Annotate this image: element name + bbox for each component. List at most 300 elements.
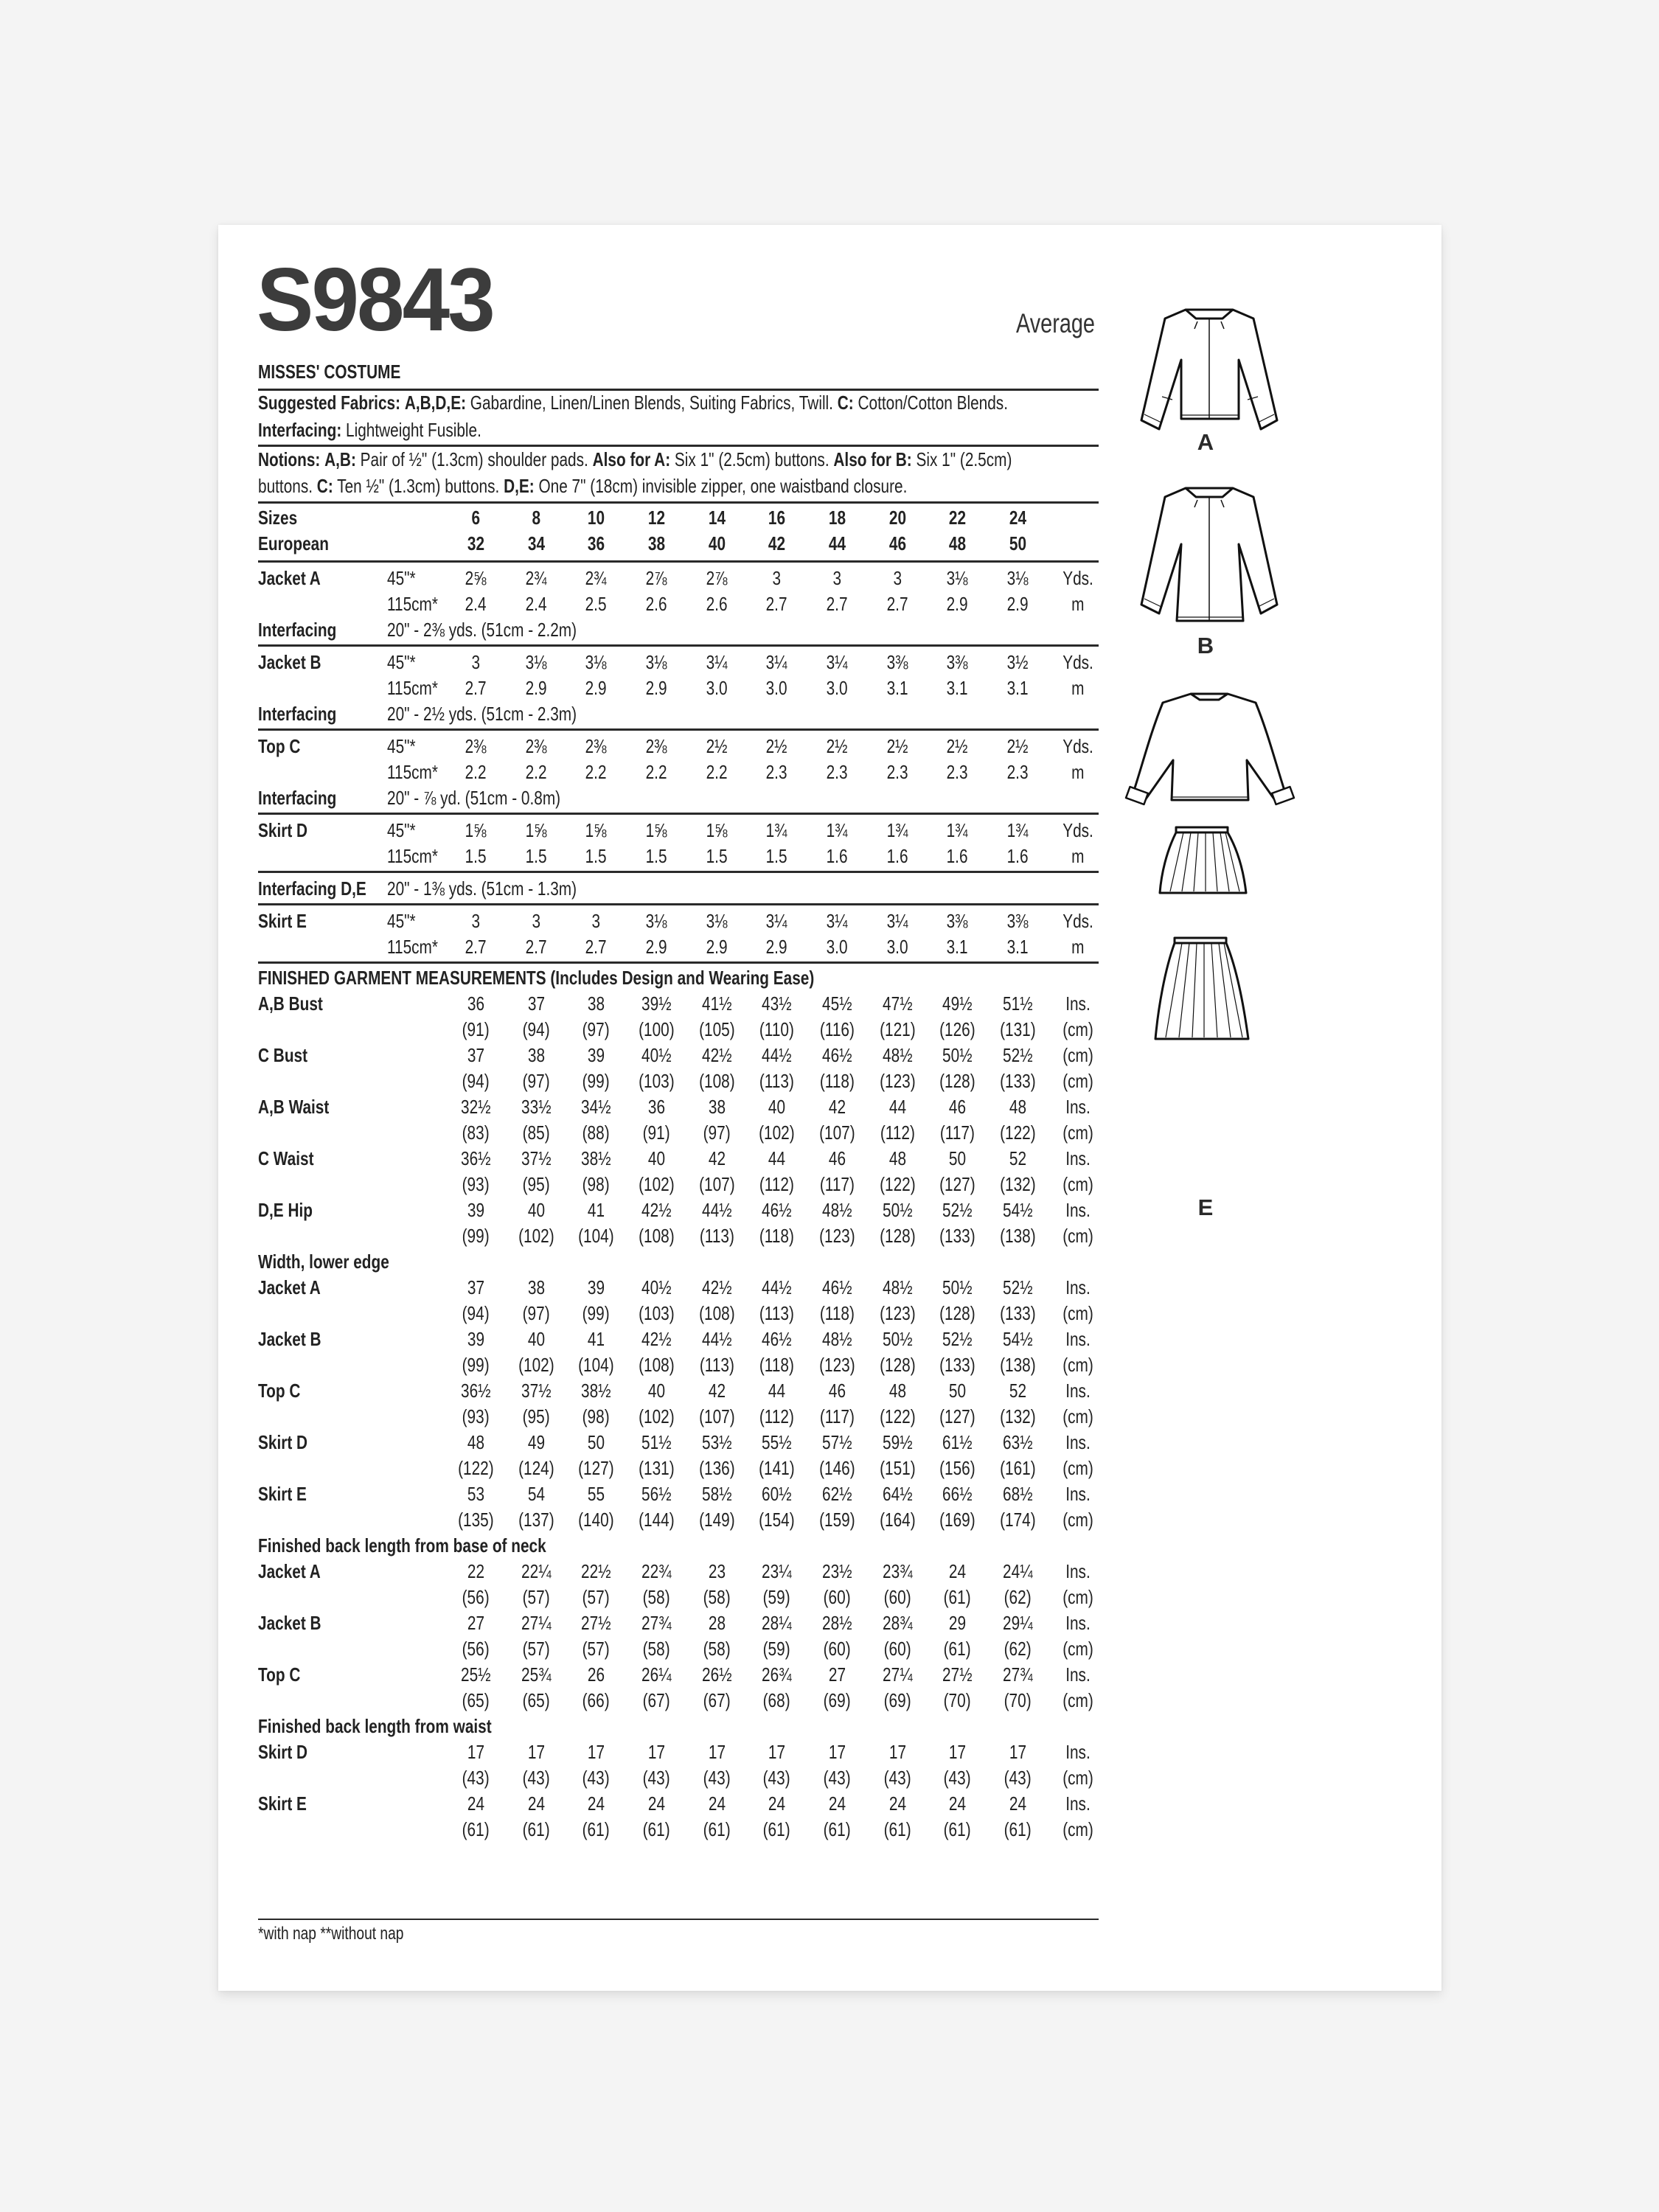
value-cell bbox=[928, 1018, 987, 1041]
value-text: (127) bbox=[939, 1173, 975, 1195]
yardage-row bbox=[258, 845, 1099, 870]
value-text: 59½ bbox=[882, 1431, 913, 1453]
value-cell bbox=[507, 1818, 566, 1841]
value-text: 48 bbox=[888, 1380, 906, 1402]
value-text: (95) bbox=[522, 1405, 550, 1427]
value-cell bbox=[928, 1096, 987, 1119]
value-cell bbox=[687, 1199, 746, 1222]
fabric-width: 45"* bbox=[387, 567, 416, 589]
fabric-width: 45"* bbox=[387, 819, 416, 841]
value-cell bbox=[747, 992, 806, 1015]
value-text: (127) bbox=[577, 1457, 614, 1479]
value-cell bbox=[868, 992, 927, 1015]
value-cell bbox=[687, 1096, 746, 1119]
value-text: (99) bbox=[462, 1225, 490, 1247]
value-cell bbox=[566, 910, 625, 933]
value-cell bbox=[928, 1070, 987, 1093]
value-text: (99) bbox=[582, 1070, 610, 1092]
value-cell bbox=[507, 677, 566, 700]
value-text: 22¾ bbox=[641, 1560, 672, 1582]
value-cell bbox=[507, 532, 566, 555]
measurement-label: Skirt E bbox=[258, 1792, 307, 1815]
value-text: 3.1 bbox=[946, 677, 968, 699]
yardage-row bbox=[258, 651, 1099, 676]
value-text: (61) bbox=[943, 1818, 971, 1840]
value-text: (174) bbox=[999, 1509, 1036, 1531]
value-text: 27¾ bbox=[1002, 1663, 1033, 1686]
value-text: 27½ bbox=[942, 1663, 973, 1686]
value-text: 50 bbox=[587, 1431, 605, 1453]
value-cell bbox=[928, 845, 987, 868]
value-cell bbox=[988, 1147, 1047, 1170]
value-cell bbox=[928, 936, 987, 959]
value-text: (122) bbox=[999, 1121, 1036, 1144]
value-cell bbox=[807, 1328, 866, 1351]
value-text: (61) bbox=[522, 1818, 550, 1840]
value-text: (164) bbox=[879, 1509, 916, 1531]
value-text: (133) bbox=[939, 1354, 975, 1376]
value-text: 17 bbox=[828, 1741, 846, 1763]
sizes-row bbox=[258, 507, 1099, 532]
value-text: (122) bbox=[879, 1405, 916, 1427]
value-text: (57) bbox=[582, 1638, 610, 1660]
value-text: 42½ bbox=[641, 1328, 672, 1350]
value-cell bbox=[687, 1818, 746, 1841]
value-text: (103) bbox=[638, 1302, 675, 1324]
value-cell bbox=[687, 992, 746, 1015]
value-text: 3⅜ bbox=[946, 910, 968, 932]
value-cell bbox=[566, 845, 625, 868]
value-cell bbox=[807, 1070, 866, 1093]
value-cell bbox=[988, 1818, 1047, 1841]
measurement-row bbox=[258, 1612, 1099, 1637]
value-cell bbox=[507, 1638, 566, 1660]
value-text: 1¾ bbox=[946, 819, 968, 841]
value-cell bbox=[988, 593, 1047, 616]
value-cell bbox=[627, 936, 686, 959]
value-cell bbox=[566, 1457, 625, 1480]
interfacing-text: Lightweight Fusible. bbox=[346, 419, 481, 441]
unit-text: Ins. bbox=[1065, 992, 1091, 1015]
value-text: (137) bbox=[518, 1509, 554, 1531]
value-text: (161) bbox=[999, 1457, 1036, 1479]
value-cell bbox=[868, 1380, 927, 1402]
value-cell bbox=[687, 1044, 746, 1067]
measurement-row bbox=[258, 1560, 1099, 1585]
value-cell bbox=[928, 761, 987, 784]
view-letter-b: B bbox=[1197, 633, 1214, 658]
measurement-row bbox=[258, 1276, 1099, 1301]
value-cell bbox=[566, 651, 625, 674]
value-cell bbox=[747, 1018, 806, 1041]
value-text: (118) bbox=[819, 1070, 855, 1092]
value-text: (151) bbox=[879, 1457, 916, 1479]
value-cell bbox=[807, 1225, 866, 1248]
value-text: (98) bbox=[582, 1405, 610, 1427]
value-text: 38½ bbox=[580, 1147, 611, 1169]
value-text: (43) bbox=[462, 1767, 490, 1789]
unit-label bbox=[1052, 1818, 1104, 1841]
value-text: 42½ bbox=[701, 1276, 732, 1298]
value-cell bbox=[807, 761, 866, 784]
divider bbox=[258, 903, 1099, 905]
value-cell bbox=[446, 819, 505, 842]
value-text: 22 bbox=[467, 1560, 484, 1582]
value-text: 38 bbox=[708, 1096, 726, 1118]
value-text: 46½ bbox=[821, 1044, 852, 1066]
value-text: (99) bbox=[582, 1302, 610, 1324]
value-cell bbox=[566, 507, 625, 529]
value-text: 42 bbox=[708, 1380, 726, 1402]
value-cell bbox=[868, 936, 927, 959]
value-cell bbox=[507, 1767, 566, 1790]
unit-text: (cm) bbox=[1062, 1302, 1093, 1324]
value-cell bbox=[928, 651, 987, 674]
view-label: Top C bbox=[258, 735, 301, 757]
value-text: 3.1 bbox=[1006, 936, 1029, 958]
value-cell bbox=[747, 1328, 806, 1351]
value-text: (117) bbox=[819, 1405, 855, 1427]
value-cell bbox=[747, 1818, 806, 1841]
value-cell bbox=[868, 1509, 927, 1531]
value-cell bbox=[627, 1044, 686, 1067]
value-text: 40 bbox=[647, 1380, 665, 1402]
value-text: 24 bbox=[1009, 507, 1026, 529]
fabric-width: 20" - 2½ yds. (51cm - 2.3m) bbox=[387, 703, 577, 725]
measurement-cm-row bbox=[258, 1586, 1099, 1611]
value-cell bbox=[988, 1302, 1047, 1325]
value-cell bbox=[868, 651, 927, 674]
unit-label bbox=[1052, 1405, 1104, 1428]
value-text: 3¼ bbox=[826, 651, 848, 673]
value-text: 39 bbox=[587, 1044, 605, 1066]
value-cell bbox=[687, 1689, 746, 1712]
value-cell bbox=[566, 1173, 625, 1196]
value-cell bbox=[566, 1199, 625, 1222]
value-cell bbox=[627, 1457, 686, 1480]
value-cell bbox=[446, 1792, 505, 1815]
notions-b-text-cont: buttons. bbox=[258, 475, 313, 497]
value-text: (102) bbox=[518, 1354, 554, 1376]
value-cell bbox=[928, 1044, 987, 1067]
value-text: 1⅝ bbox=[585, 819, 607, 841]
value-cell bbox=[566, 1380, 625, 1402]
value-cell bbox=[807, 1096, 866, 1119]
value-cell bbox=[807, 1199, 866, 1222]
value-cell bbox=[868, 1354, 927, 1377]
value-text: (118) bbox=[759, 1225, 794, 1247]
value-cell bbox=[747, 910, 806, 933]
value-text: 3¼ bbox=[765, 651, 787, 673]
fabrics-views-abde: A,B,D,E: bbox=[404, 392, 467, 414]
value-text: (124) bbox=[518, 1457, 554, 1479]
value-text: (43) bbox=[1004, 1767, 1032, 1789]
value-text: 24 bbox=[948, 1792, 966, 1815]
value-text: (60) bbox=[883, 1586, 911, 1608]
value-cell bbox=[687, 593, 746, 616]
measurement-label: Top C bbox=[258, 1663, 301, 1686]
value-cell bbox=[507, 819, 566, 842]
value-text: (93) bbox=[462, 1173, 490, 1195]
value-text: 44 bbox=[888, 1096, 906, 1118]
value-text: 23¼ bbox=[761, 1560, 792, 1582]
value-text: (105) bbox=[698, 1018, 735, 1040]
value-cell bbox=[747, 1173, 806, 1196]
value-cell bbox=[446, 910, 505, 933]
value-cell bbox=[566, 761, 625, 784]
value-cell bbox=[687, 1483, 746, 1506]
value-cell bbox=[507, 1328, 566, 1351]
value-text: 26¼ bbox=[641, 1663, 672, 1686]
value-text: (61) bbox=[943, 1638, 971, 1660]
value-text: 3⅛ bbox=[645, 651, 667, 673]
measurement-cm-row bbox=[258, 1818, 1099, 1843]
unit-label bbox=[1052, 1121, 1104, 1144]
view-label: Jacket A bbox=[258, 567, 321, 589]
value-text: 2.9 bbox=[525, 677, 547, 699]
value-cell bbox=[507, 567, 566, 590]
value-cell bbox=[627, 651, 686, 674]
width-lower-edge-title: Width, lower edge bbox=[258, 1251, 389, 1273]
value-cell bbox=[868, 1225, 927, 1248]
unit-text: m bbox=[1071, 677, 1085, 699]
unit-text: (cm) bbox=[1062, 1173, 1093, 1195]
interfacing-label: Interfacing bbox=[258, 703, 337, 725]
value-text: 24 bbox=[467, 1792, 484, 1815]
value-cell bbox=[807, 1741, 866, 1764]
value-cell bbox=[928, 1354, 987, 1377]
value-text: 3.0 bbox=[706, 677, 728, 699]
value-text: 38 bbox=[587, 992, 605, 1015]
value-text: 3⅛ bbox=[525, 651, 547, 673]
value-cell bbox=[747, 1276, 806, 1299]
value-text: 17 bbox=[888, 1741, 906, 1763]
value-cell bbox=[507, 1276, 566, 1299]
value-cell bbox=[868, 1741, 927, 1764]
value-cell bbox=[807, 532, 866, 555]
value-cell bbox=[868, 677, 927, 700]
divider bbox=[258, 560, 1099, 563]
value-text: (123) bbox=[879, 1302, 916, 1324]
value-text: (58) bbox=[642, 1638, 670, 1660]
value-cell bbox=[988, 1792, 1047, 1815]
value-cell bbox=[627, 910, 686, 933]
value-cell bbox=[868, 1689, 927, 1712]
value-cell bbox=[928, 1276, 987, 1299]
unit-text: Ins. bbox=[1065, 1328, 1091, 1350]
value-cell bbox=[507, 1560, 566, 1583]
value-cell bbox=[988, 651, 1047, 674]
value-cell bbox=[627, 1276, 686, 1299]
unit-label bbox=[1052, 1070, 1104, 1093]
measurement-row bbox=[258, 1328, 1099, 1353]
value-cell bbox=[868, 1405, 927, 1428]
value-text: 33½ bbox=[521, 1096, 552, 1118]
value-cell bbox=[928, 1586, 987, 1609]
value-cell bbox=[928, 1225, 987, 1248]
value-text: (149) bbox=[698, 1509, 735, 1531]
value-cell bbox=[446, 1121, 505, 1144]
unit-label bbox=[1052, 992, 1104, 1015]
fabric-width: 45"* bbox=[387, 651, 416, 673]
value-text: 37 bbox=[467, 1044, 484, 1066]
value-text: 38½ bbox=[580, 1380, 611, 1402]
value-cell bbox=[566, 1586, 625, 1609]
value-cell bbox=[507, 1663, 566, 1686]
value-cell bbox=[747, 845, 806, 868]
value-cell bbox=[807, 1586, 866, 1609]
value-cell bbox=[747, 567, 806, 590]
value-cell bbox=[747, 1405, 806, 1428]
value-cell bbox=[928, 1457, 987, 1480]
european-sizes-row bbox=[258, 532, 1099, 557]
measurement-cm-row bbox=[258, 1405, 1099, 1430]
value-cell bbox=[687, 1302, 746, 1325]
value-cell bbox=[747, 1689, 806, 1712]
value-text: 44 bbox=[828, 532, 846, 554]
interfacing-label: Interfacing bbox=[258, 619, 337, 641]
back-length-waist-title: Finished back length from waist bbox=[258, 1715, 492, 1737]
value-text: 2.4 bbox=[525, 593, 547, 615]
value-cell bbox=[446, 1328, 505, 1351]
value-text: 44 bbox=[768, 1380, 785, 1402]
value-text: 24 bbox=[587, 1792, 605, 1815]
value-cell bbox=[687, 1431, 746, 1454]
notions-ab-text: Pair of ½" (1.3cm) shoulder pads. bbox=[360, 448, 588, 470]
value-text: (91) bbox=[642, 1121, 670, 1144]
unit-text: Yds. bbox=[1062, 735, 1093, 757]
measurement-cm-row bbox=[258, 1354, 1099, 1379]
value-cell bbox=[988, 1612, 1047, 1635]
notions-b-label: Also for B: bbox=[833, 448, 912, 470]
value-text: 66½ bbox=[942, 1483, 973, 1505]
unit-label bbox=[1052, 651, 1104, 674]
value-text: 50½ bbox=[882, 1199, 913, 1221]
value-text: (159) bbox=[818, 1509, 855, 1531]
value-cell bbox=[988, 1586, 1047, 1609]
value-cell bbox=[928, 735, 987, 758]
value-cell bbox=[928, 593, 987, 616]
value-cell bbox=[868, 1638, 927, 1660]
value-text: (67) bbox=[642, 1689, 670, 1711]
value-cell bbox=[988, 1354, 1047, 1377]
unit-label bbox=[1052, 567, 1104, 590]
value-cell bbox=[747, 1483, 806, 1506]
value-text: 17 bbox=[1009, 1741, 1026, 1763]
value-cell bbox=[507, 910, 566, 933]
notions-ab-label: A,B: bbox=[324, 448, 356, 470]
measurement-cm-row bbox=[258, 1070, 1099, 1095]
notions-b-text: Six 1" (2.5cm) bbox=[916, 448, 1012, 470]
value-text: 1¾ bbox=[826, 819, 848, 841]
value-text: 1⅝ bbox=[645, 819, 667, 841]
value-text: 2.3 bbox=[826, 761, 848, 783]
value-text: 37 bbox=[467, 1276, 484, 1298]
unit-text: Ins. bbox=[1065, 1792, 1091, 1815]
value-text: 2⅞ bbox=[706, 567, 728, 589]
value-text: 51½ bbox=[641, 1431, 672, 1453]
value-text: (108) bbox=[638, 1225, 675, 1247]
value-cell bbox=[988, 1276, 1047, 1299]
value-cell bbox=[687, 1792, 746, 1815]
unit-label bbox=[1052, 1328, 1104, 1351]
value-cell bbox=[868, 1431, 927, 1454]
measurement-row bbox=[258, 1096, 1099, 1121]
value-text: 34 bbox=[527, 532, 545, 554]
value-text: 3¼ bbox=[706, 651, 728, 673]
value-text: 48 bbox=[948, 532, 966, 554]
value-text: 64½ bbox=[882, 1483, 913, 1505]
unit-text: m bbox=[1071, 936, 1085, 958]
divider bbox=[258, 445, 1099, 447]
back-length-neck-title: Finished back length from base of neck bbox=[258, 1534, 546, 1557]
value-text: (97) bbox=[522, 1070, 550, 1092]
value-text: 28¼ bbox=[761, 1612, 792, 1634]
value-cell bbox=[627, 593, 686, 616]
value-cell bbox=[687, 1663, 746, 1686]
european-label: European bbox=[258, 532, 329, 554]
value-cell bbox=[687, 1225, 746, 1248]
value-text: (112) bbox=[880, 1121, 915, 1144]
value-cell bbox=[928, 677, 987, 700]
value-cell bbox=[988, 1457, 1047, 1480]
value-cell bbox=[566, 735, 625, 758]
value-text: 2.9 bbox=[706, 936, 728, 958]
view-letter-e: E bbox=[1197, 1194, 1214, 1220]
fabric-width: 115cm* bbox=[387, 761, 438, 783]
unit-label bbox=[1052, 1199, 1104, 1222]
value-text: 58½ bbox=[701, 1483, 732, 1505]
value-text: (102) bbox=[638, 1405, 675, 1427]
value-cell bbox=[928, 1638, 987, 1660]
value-cell bbox=[446, 677, 505, 700]
value-text: (118) bbox=[759, 1354, 794, 1376]
notions-line-2 bbox=[258, 475, 907, 498]
value-text: (123) bbox=[818, 1225, 855, 1247]
value-cell bbox=[507, 992, 566, 1015]
value-cell bbox=[988, 819, 1047, 842]
value-text: 1.5 bbox=[465, 845, 487, 867]
value-cell bbox=[566, 992, 625, 1015]
value-text: (133) bbox=[999, 1302, 1036, 1324]
value-text: 29¼ bbox=[1002, 1612, 1033, 1634]
fabric-width: 45"* bbox=[387, 910, 416, 932]
value-text: 40½ bbox=[641, 1044, 672, 1066]
value-text: 36 bbox=[587, 532, 605, 554]
notions-label: Notions: bbox=[258, 448, 321, 470]
value-text: (113) bbox=[699, 1354, 734, 1376]
value-cell bbox=[988, 1044, 1047, 1067]
finished-measurements-title: FINISHED GARMENT MEASUREMENTS (Includes Design and Wearing Ease) bbox=[258, 967, 815, 989]
value-text: 55 bbox=[587, 1483, 605, 1505]
value-text: 37½ bbox=[521, 1380, 552, 1402]
value-cell bbox=[566, 1689, 625, 1712]
value-text: (110) bbox=[759, 1018, 794, 1040]
value-text: (131) bbox=[638, 1457, 675, 1479]
value-text: 46½ bbox=[761, 1199, 792, 1221]
value-cell bbox=[807, 567, 866, 590]
value-cell bbox=[446, 1741, 505, 1764]
value-cell bbox=[868, 1096, 927, 1119]
value-text: (58) bbox=[703, 1638, 731, 1660]
unit-label bbox=[1052, 1225, 1104, 1248]
value-cell bbox=[747, 1638, 806, 1660]
value-cell bbox=[747, 936, 806, 959]
value-text: 26½ bbox=[701, 1663, 732, 1686]
value-text: 3.0 bbox=[826, 936, 848, 958]
value-text: (138) bbox=[999, 1225, 1036, 1247]
unit-label bbox=[1052, 819, 1104, 842]
